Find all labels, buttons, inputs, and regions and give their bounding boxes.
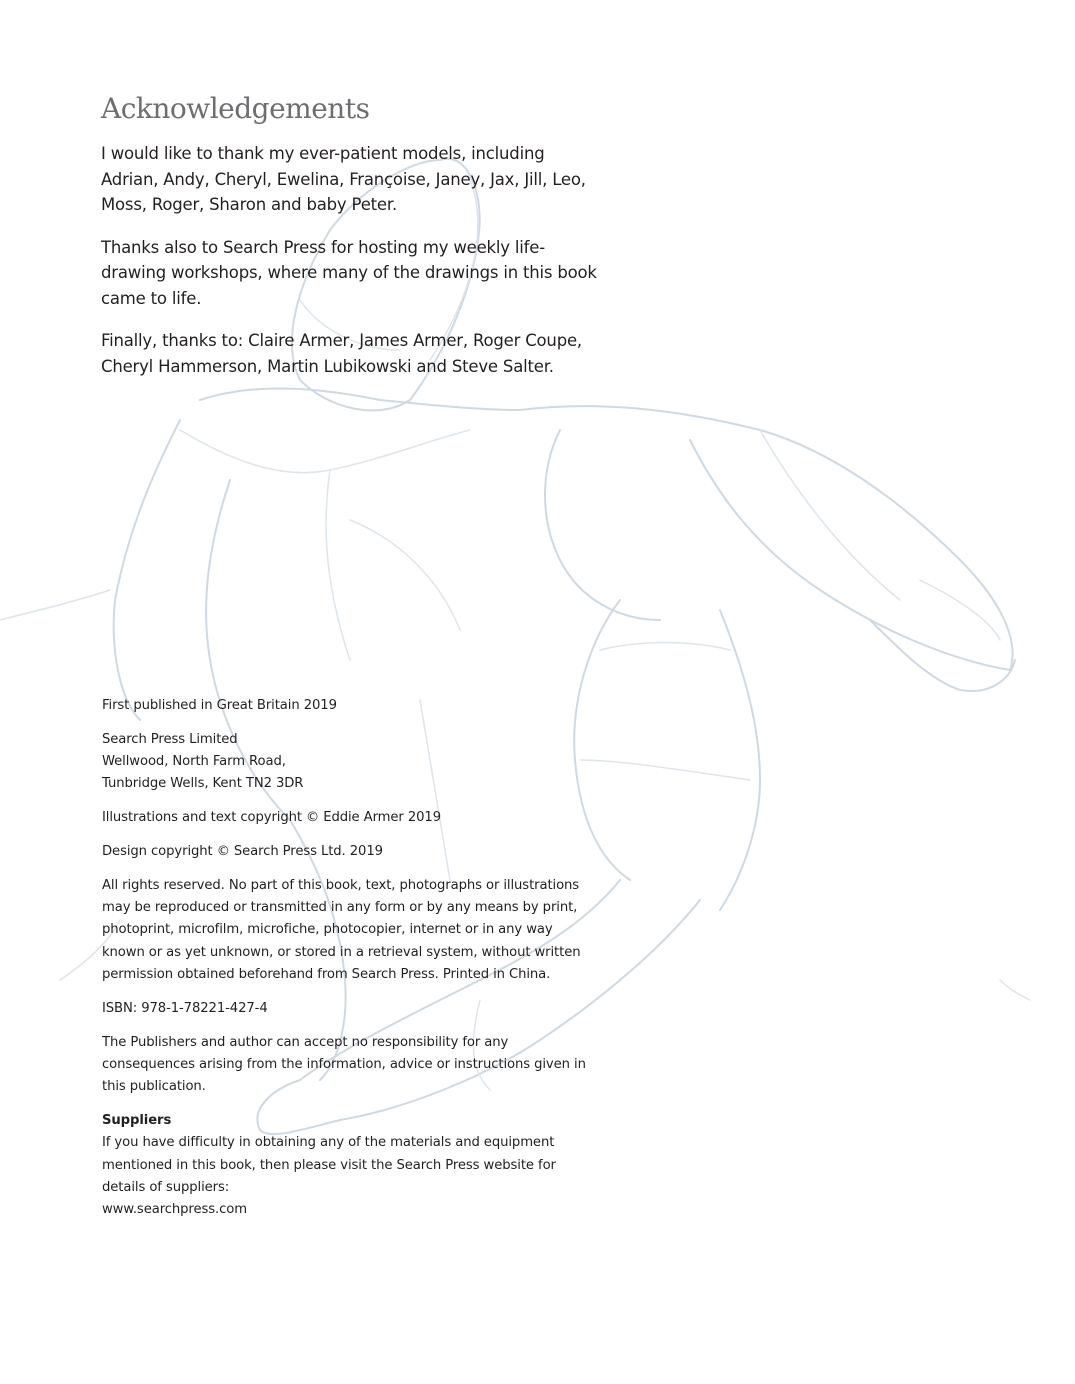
suppliers-block — [102, 1110, 592, 1221]
publisher-name: Search Press Limited — [102, 731, 238, 747]
disclaimer: The Publishers and author can accept no responsibility for any consequences arising from the information, advice or instructions given in this publication. — [102, 1034, 586, 1095]
publisher-address — [102, 729, 592, 796]
illustrations-copyright: Illustrations and text copyright © Eddie Armer 2019 — [102, 810, 442, 826]
acknowledgements-paragraph: I would like to thank my ever-patient models, including Adrian, Andy, Cheryl, Ewelina, Françoise, Janey, Jax, Jill, Leo, Moss, Roger, Sharon and baby Peter. — [101, 144, 586, 214]
design-copyright: Design copyright © Search Press Ltd. 2019 — [102, 843, 383, 859]
address-line-1: Wellwood, North Farm Road, — [102, 754, 286, 770]
first-published: First published in Great Britain 2019 — [102, 698, 337, 713]
suppliers-heading: Suppliers — [102, 1112, 172, 1128]
website-link[interactable]: www.searchpress.com — [102, 1202, 247, 1218]
acknowledgements-title: Acknowledgements — [101, 92, 370, 125]
suppliers-text: If you have difficulty in obtaining any of the materials and equipment mentioned in this book, then please visit the Search Press website for details of suppliers: — [102, 1135, 556, 1195]
rights-statement: All rights reserved. No part of this book, text, photographs or illustrations may be reproduced or transmitted in any form or by any means by print, photoprint, microfilm, microfiche, photocopier, internet or in any way known or as yet unknown, or stored in a retrieval system, without written permission obtained beforehand from Search Press. Printed in China. — [102, 877, 581, 982]
acknowledgements-paragraph: Finally, thanks to: Claire Armer, James Armer, Roger Coupe, Cheryl Hammerson, Martin Lubikowski and Steve Salter. — [101, 331, 582, 376]
isbn: ISBN: 978-1-78221-427-4 — [102, 1000, 268, 1016]
acknowledgements-paragraph: Thanks also to Search Press for hosting my weekly life-drawing workshops, where many of the drawings in this book came to life. — [101, 237, 597, 308]
address-line-2: Tunbridge Wells, Kent TN2 3DR — [102, 776, 304, 792]
acknowledgements-section — [101, 92, 601, 396]
imprint-section — [102, 695, 592, 1233]
